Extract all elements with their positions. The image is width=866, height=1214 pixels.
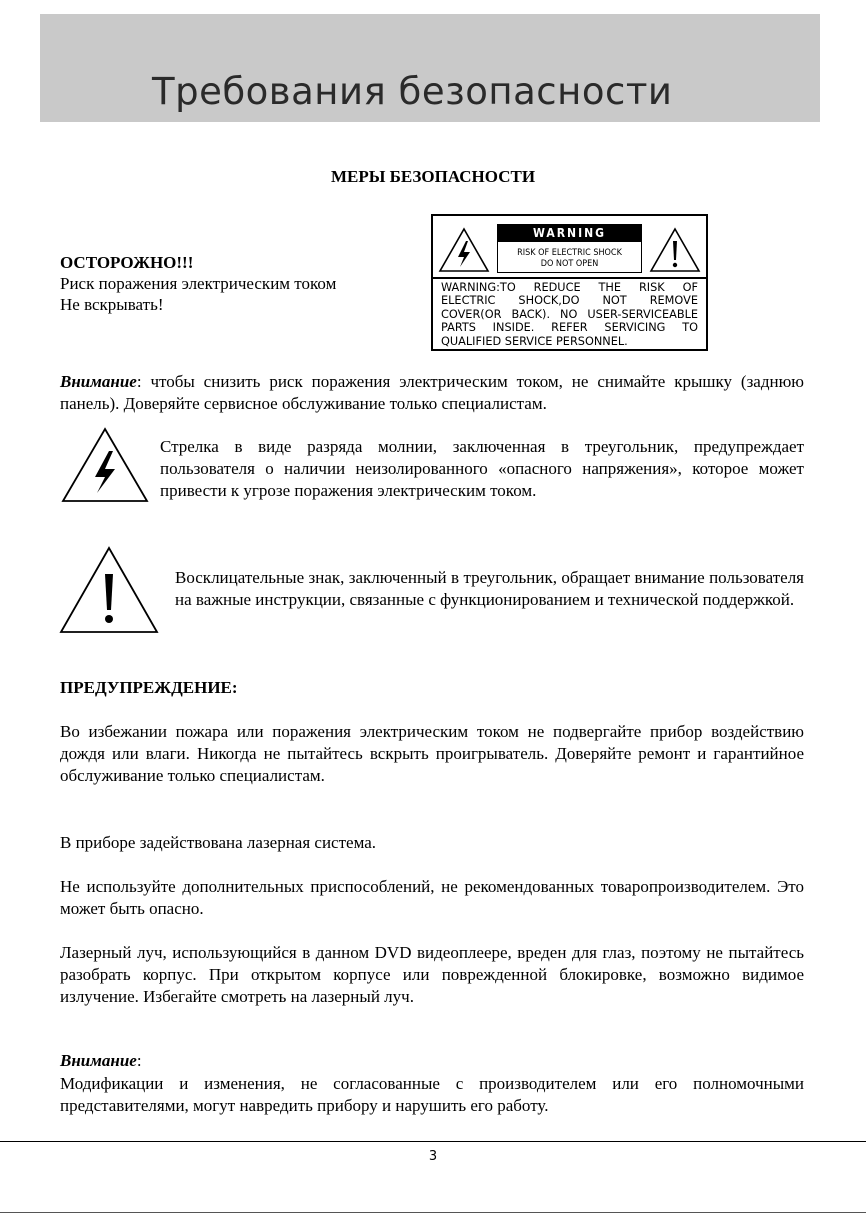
attention-paragraph	[60, 371, 804, 415]
warning-header-line: DO NOT OPEN	[540, 259, 599, 269]
laser-beam-paragraph: Лазерный луч, использующийся в данном DVD видеоплеере, вреден для глаз, поэтому не пытайтесь разобрать корпус. При открытом корпусе или поврежденной блокировке, возможно видимое излучение. Избегайте смотреть на лазерный луч.	[60, 943, 804, 1006]
warning-divider	[433, 277, 706, 279]
lightning-triangle-icon	[438, 227, 490, 273]
lightning-note: Стрелка в виде разряда молнии, заключенная в треугольник, предупреждает пользователя о наличии неизолированного «опасного напряжения», которое может привести к угрозе поражения электрическим током.	[160, 437, 804, 500]
laser-system-paragraph: В приборе задействована лазерная система.	[60, 833, 377, 852]
attention-heading	[60, 1050, 804, 1072]
header-band	[40, 14, 820, 122]
warning-label	[431, 214, 708, 351]
attention-colon: :	[136, 1051, 142, 1070]
caution-title: ОСТОРОЖНО!!!	[60, 253, 194, 272]
warning-header-line: RISK OF ELECTRIC SHOCK	[517, 248, 622, 258]
section-title: МЕРЫ БЕЗОПАСНОСТИ	[330, 167, 536, 186]
warning-body: WARNING:TO REDUCE THE RISK OF ELECTRIC SHOCK,DO NOT REMOVE COVER(OR BACK). NO USER-SERVICEABLE PARTS INSIDE. REFER SERVICING TO QUALIFIED SERVICE PERSONNEL.	[441, 281, 698, 348]
caution-line: Риск поражения электрическим током	[60, 274, 337, 293]
page-bottom-edge	[0, 1212, 866, 1213]
attention-label: Внимание	[60, 1051, 137, 1070]
attention-label: Внимание	[60, 372, 137, 391]
footer-divider	[0, 1141, 866, 1142]
page-title: Требования безопасности	[152, 70, 673, 113]
page-number: 3	[428, 1149, 438, 1164]
attention-paragraph: Модификации и изменения, не согласованные с производителем или его полномочными представителями, могут навредить прибору и нарушить его работу.	[60, 1074, 804, 1115]
warning-header	[497, 224, 642, 273]
lightning-symbol-icon	[61, 427, 149, 503]
attention-text: : чтобы снизить риск поражения электрическим током, не снимайте крышку (заднюю панель). Доверяйте сервисное обслуживание только специалистам.	[60, 372, 804, 413]
warning-heading: ПРЕДУПРЕЖДЕНИЕ:	[60, 678, 238, 697]
exclamation-note: Восклицательные знак, заключенный в треугольник, обращает внимание пользователя на важные инструкции, связанные с функционированием и технической поддержкой.	[175, 568, 804, 609]
caution-block	[60, 252, 400, 315]
accessories-paragraph: Не используйте дополнительных приспособлений, не рекомендованных товаропроизводителем. Это может быть опасно.	[60, 877, 804, 918]
warning-header-label: WARNING	[498, 225, 641, 242]
exclamation-symbol-icon	[59, 546, 159, 634]
exclamation-triangle-icon	[649, 227, 701, 273]
caution-line: Не вскрывать!	[60, 295, 164, 314]
warning-paragraph: Во избежании пожара или поражения электрическим током не подвергайте прибор воздействию дождя или влаги. Никогда не пытайтесь вскрыть проигрыватель. Доверяйте ремонт и гарантийное обслуживание только специалистам.	[60, 722, 804, 785]
